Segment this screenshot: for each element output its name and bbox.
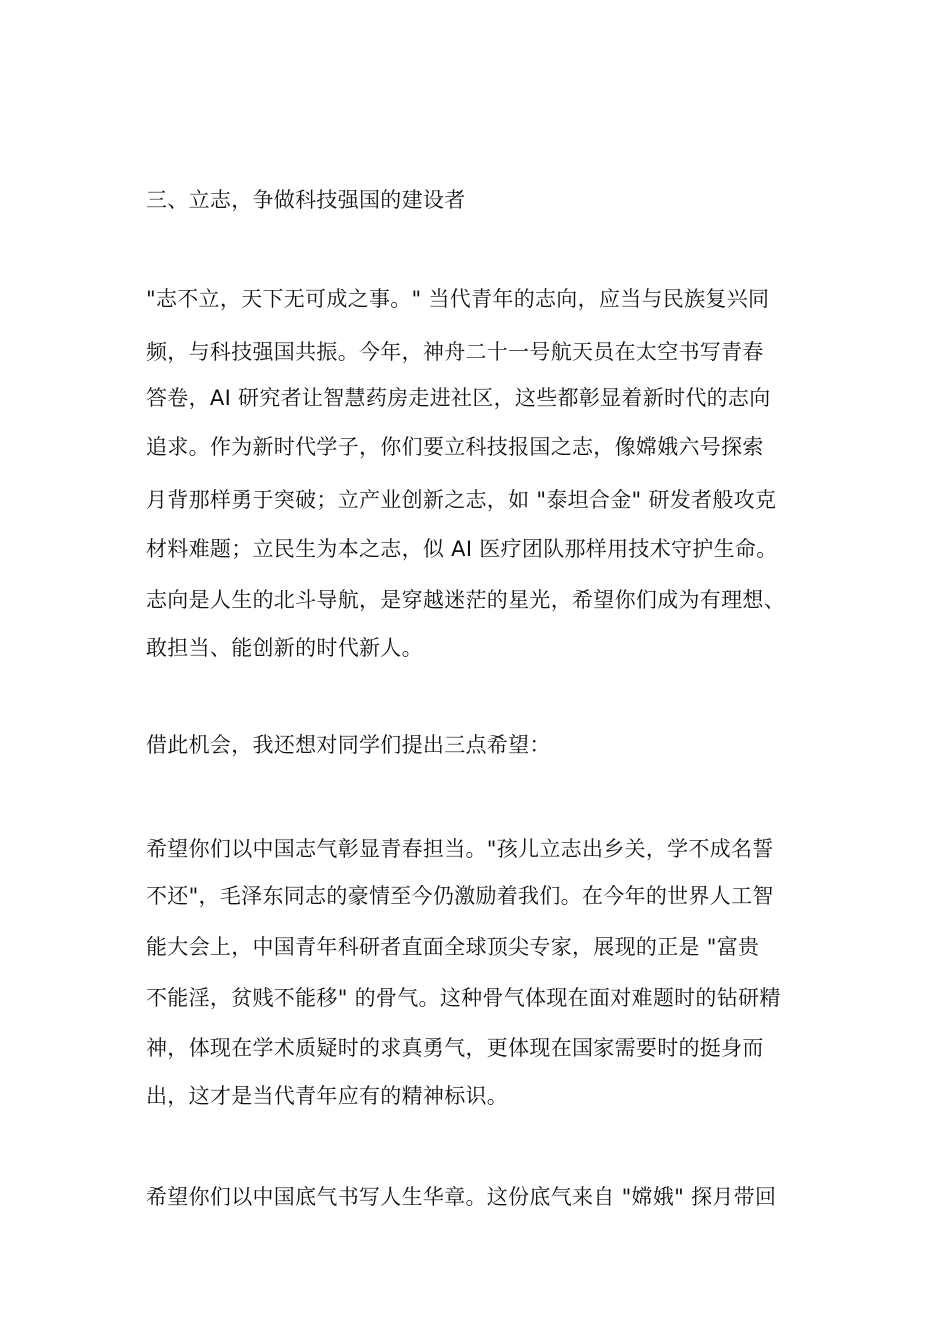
paragraph-1-line-8: 敢担当、能创新的时代新人。 [146, 636, 423, 660]
paragraph-1-line-7: 志向是人生的北斗导航，是穿越迷茫的星光，希望你们成为有理想、 [146, 588, 785, 612]
section-heading: 三、立志，争做科技强国的建设者 [146, 188, 466, 212]
paragraph-4-line-1: 希望你们以中国底气书写人生华章。这份底气来自 "嫦娥" 探月带回 [146, 1185, 777, 1209]
paragraph-1-line-2: 频，与科技强国共振。今年，神舟二十一号航天员在太空书写青春 [146, 340, 764, 364]
paragraph-1-line-5: 月背那样勇于突破；立产业创新之志，如 "泰坦合金" 研发者般攻克 [146, 488, 777, 512]
paragraph-3-line-6: 出，这才是当代青年应有的精神标识。 [146, 1084, 509, 1108]
paragraph-1-line-3: 答卷，AI 研究者让智慧药房走进社区，这些都彰显着新时代的志向 [146, 386, 771, 410]
paragraph-3-line-2: 不还"，毛泽东同志的豪情至今仍激励着我们。在今年的世界人工智 [146, 884, 774, 908]
paragraph-3-line-5: 神，体现在学术质疑时的求真勇气，更体现在国家需要时的挺身而 [146, 1036, 764, 1060]
paragraph-1-line-6: 材料难题；立民生为本之志，似 AI 医疗团队那样用技术守护生命。 [146, 537, 778, 561]
paragraph-1-line-4: 追求。作为新时代学子，你们要立科技报国之志，像嫦娥六号探索 [146, 435, 764, 459]
paragraph-1-line-1: "志不立，天下无可成之事。" 当代青年的志向，应当与民族复兴同 [146, 287, 770, 311]
paragraph-3-line-1: 希望你们以中国志气彰显青春担当。"孩儿立志出乡关，学不成名誓 [146, 837, 774, 861]
paragraph-3-line-3: 能大会上，中国青年科研者直面全球顶尖专家，展现的正是 "富贵 [146, 935, 760, 959]
paragraph-2-line-1: 借此机会，我还想对同学们提出三点希望： [146, 733, 551, 757]
paragraph-3-line-4: 不能淫，贫贱不能移" 的骨气。这种骨气体现在面对难题时的钻研精 [146, 986, 781, 1010]
